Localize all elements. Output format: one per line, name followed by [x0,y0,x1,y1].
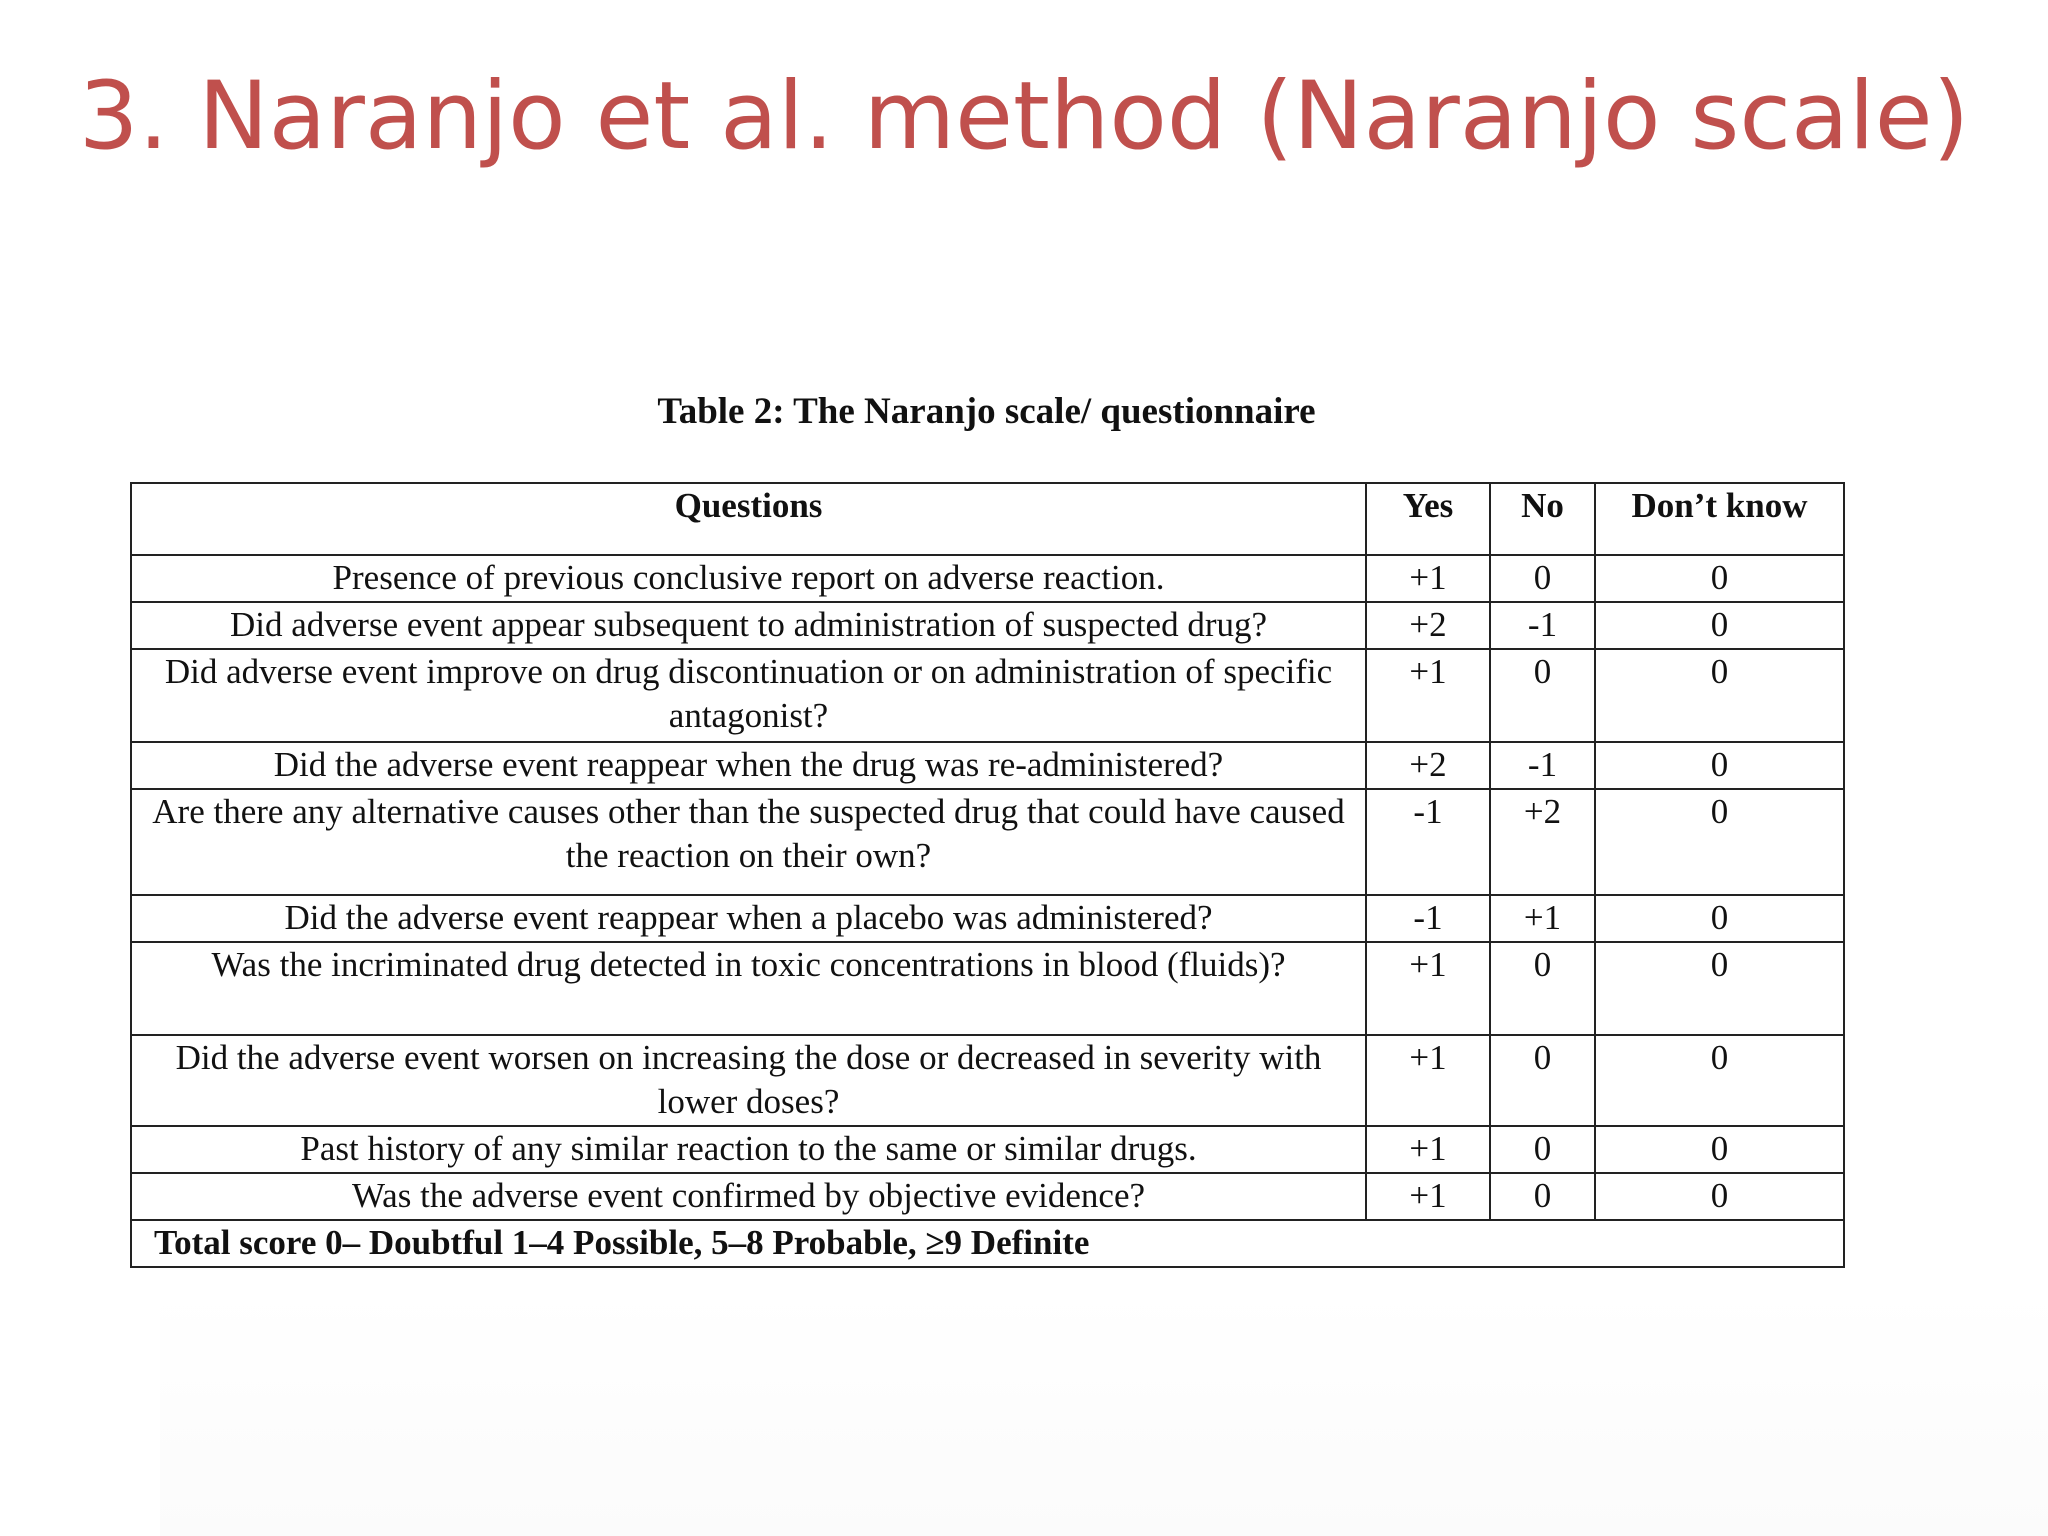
yes-cell: +1 [1366,555,1490,602]
yes-cell: +1 [1366,1035,1490,1126]
naranjo-table [130,482,1845,1268]
no-cell: 0 [1490,1126,1595,1173]
question-cell: Was the adverse event confirmed by objective evidence? [131,1173,1366,1220]
yes-cell: +1 [1366,1126,1490,1173]
dont-know-cell: 0 [1595,789,1844,895]
yes-cell: +1 [1366,942,1490,1035]
no-cell: -1 [1490,742,1595,789]
table-row [131,1126,1844,1173]
question-cell: Did the adverse event reappear when the drug was re-administered? [131,742,1366,789]
dont-know-cell: 0 [1595,1035,1844,1126]
table-total-row [131,1220,1844,1267]
table-row [131,555,1844,602]
total-score-cell: Total score 0– Doubtful 1–4 Possible, 5–8 Probable, ≥9 Definite [131,1220,1844,1267]
no-cell: -1 [1490,602,1595,649]
dont-know-cell: 0 [1595,942,1844,1035]
question-cell: Did adverse event appear subsequent to administration of suspected drug? [131,602,1366,649]
table-row [131,1173,1844,1220]
question-cell: Are there any alternative causes other than the suspected drug that could have caused the reaction on their own? [131,789,1366,895]
dont-know-cell: 0 [1595,649,1844,742]
yes-cell: -1 [1366,895,1490,942]
header-questions: Questions [131,483,1366,555]
dont-know-cell: 0 [1595,895,1844,942]
no-cell: 0 [1490,1173,1595,1220]
question-cell: Did the adverse event reappear when a placebo was administered? [131,895,1366,942]
dont-know-cell: 0 [1595,742,1844,789]
yes-cell: +1 [1366,649,1490,742]
no-cell: 0 [1490,649,1595,742]
table-header-row [131,483,1844,555]
question-cell: Was the incriminated drug detected in toxic concentrations in blood (fluids)? [131,942,1366,1035]
yes-cell: -1 [1366,789,1490,895]
table-row [131,895,1844,942]
no-cell: 0 [1490,942,1595,1035]
question-cell: Did the adverse event worsen on increasing the dose or decreased in severity with lower doses? [131,1035,1366,1126]
question-cell: Presence of previous conclusive report on adverse reaction. [131,555,1366,602]
table-row [131,1035,1844,1126]
table-caption: Table 2: The Naranjo scale/ questionnaire [657,391,1316,432]
question-cell: Past history of any similar reaction to the same or similar drugs. [131,1126,1366,1173]
slide-title: 3. Naranjo et al. method (Naranjo scale) [78,62,1970,171]
background-shade [160,1290,2048,1536]
header-no: No [1490,483,1595,555]
no-cell: 0 [1490,555,1595,602]
no-cell: 0 [1490,1035,1595,1126]
table-row [131,742,1844,789]
header-yes: Yes [1366,483,1490,555]
table-row [131,649,1844,742]
table-row [131,602,1844,649]
dont-know-cell: 0 [1595,1126,1844,1173]
no-cell: +2 [1490,789,1595,895]
dont-know-cell: 0 [1595,1173,1844,1220]
yes-cell: +2 [1366,742,1490,789]
dont-know-cell: 0 [1595,602,1844,649]
question-cell: Did adverse event improve on drug discontinuation or on administration of specific antagonist? [131,649,1366,742]
no-cell: +1 [1490,895,1595,942]
table-row [131,789,1844,895]
yes-cell: +1 [1366,1173,1490,1220]
yes-cell: +2 [1366,602,1490,649]
dont-know-cell: 0 [1595,555,1844,602]
header-dont-know: Don’t know [1595,483,1844,555]
table-row [131,942,1844,1035]
